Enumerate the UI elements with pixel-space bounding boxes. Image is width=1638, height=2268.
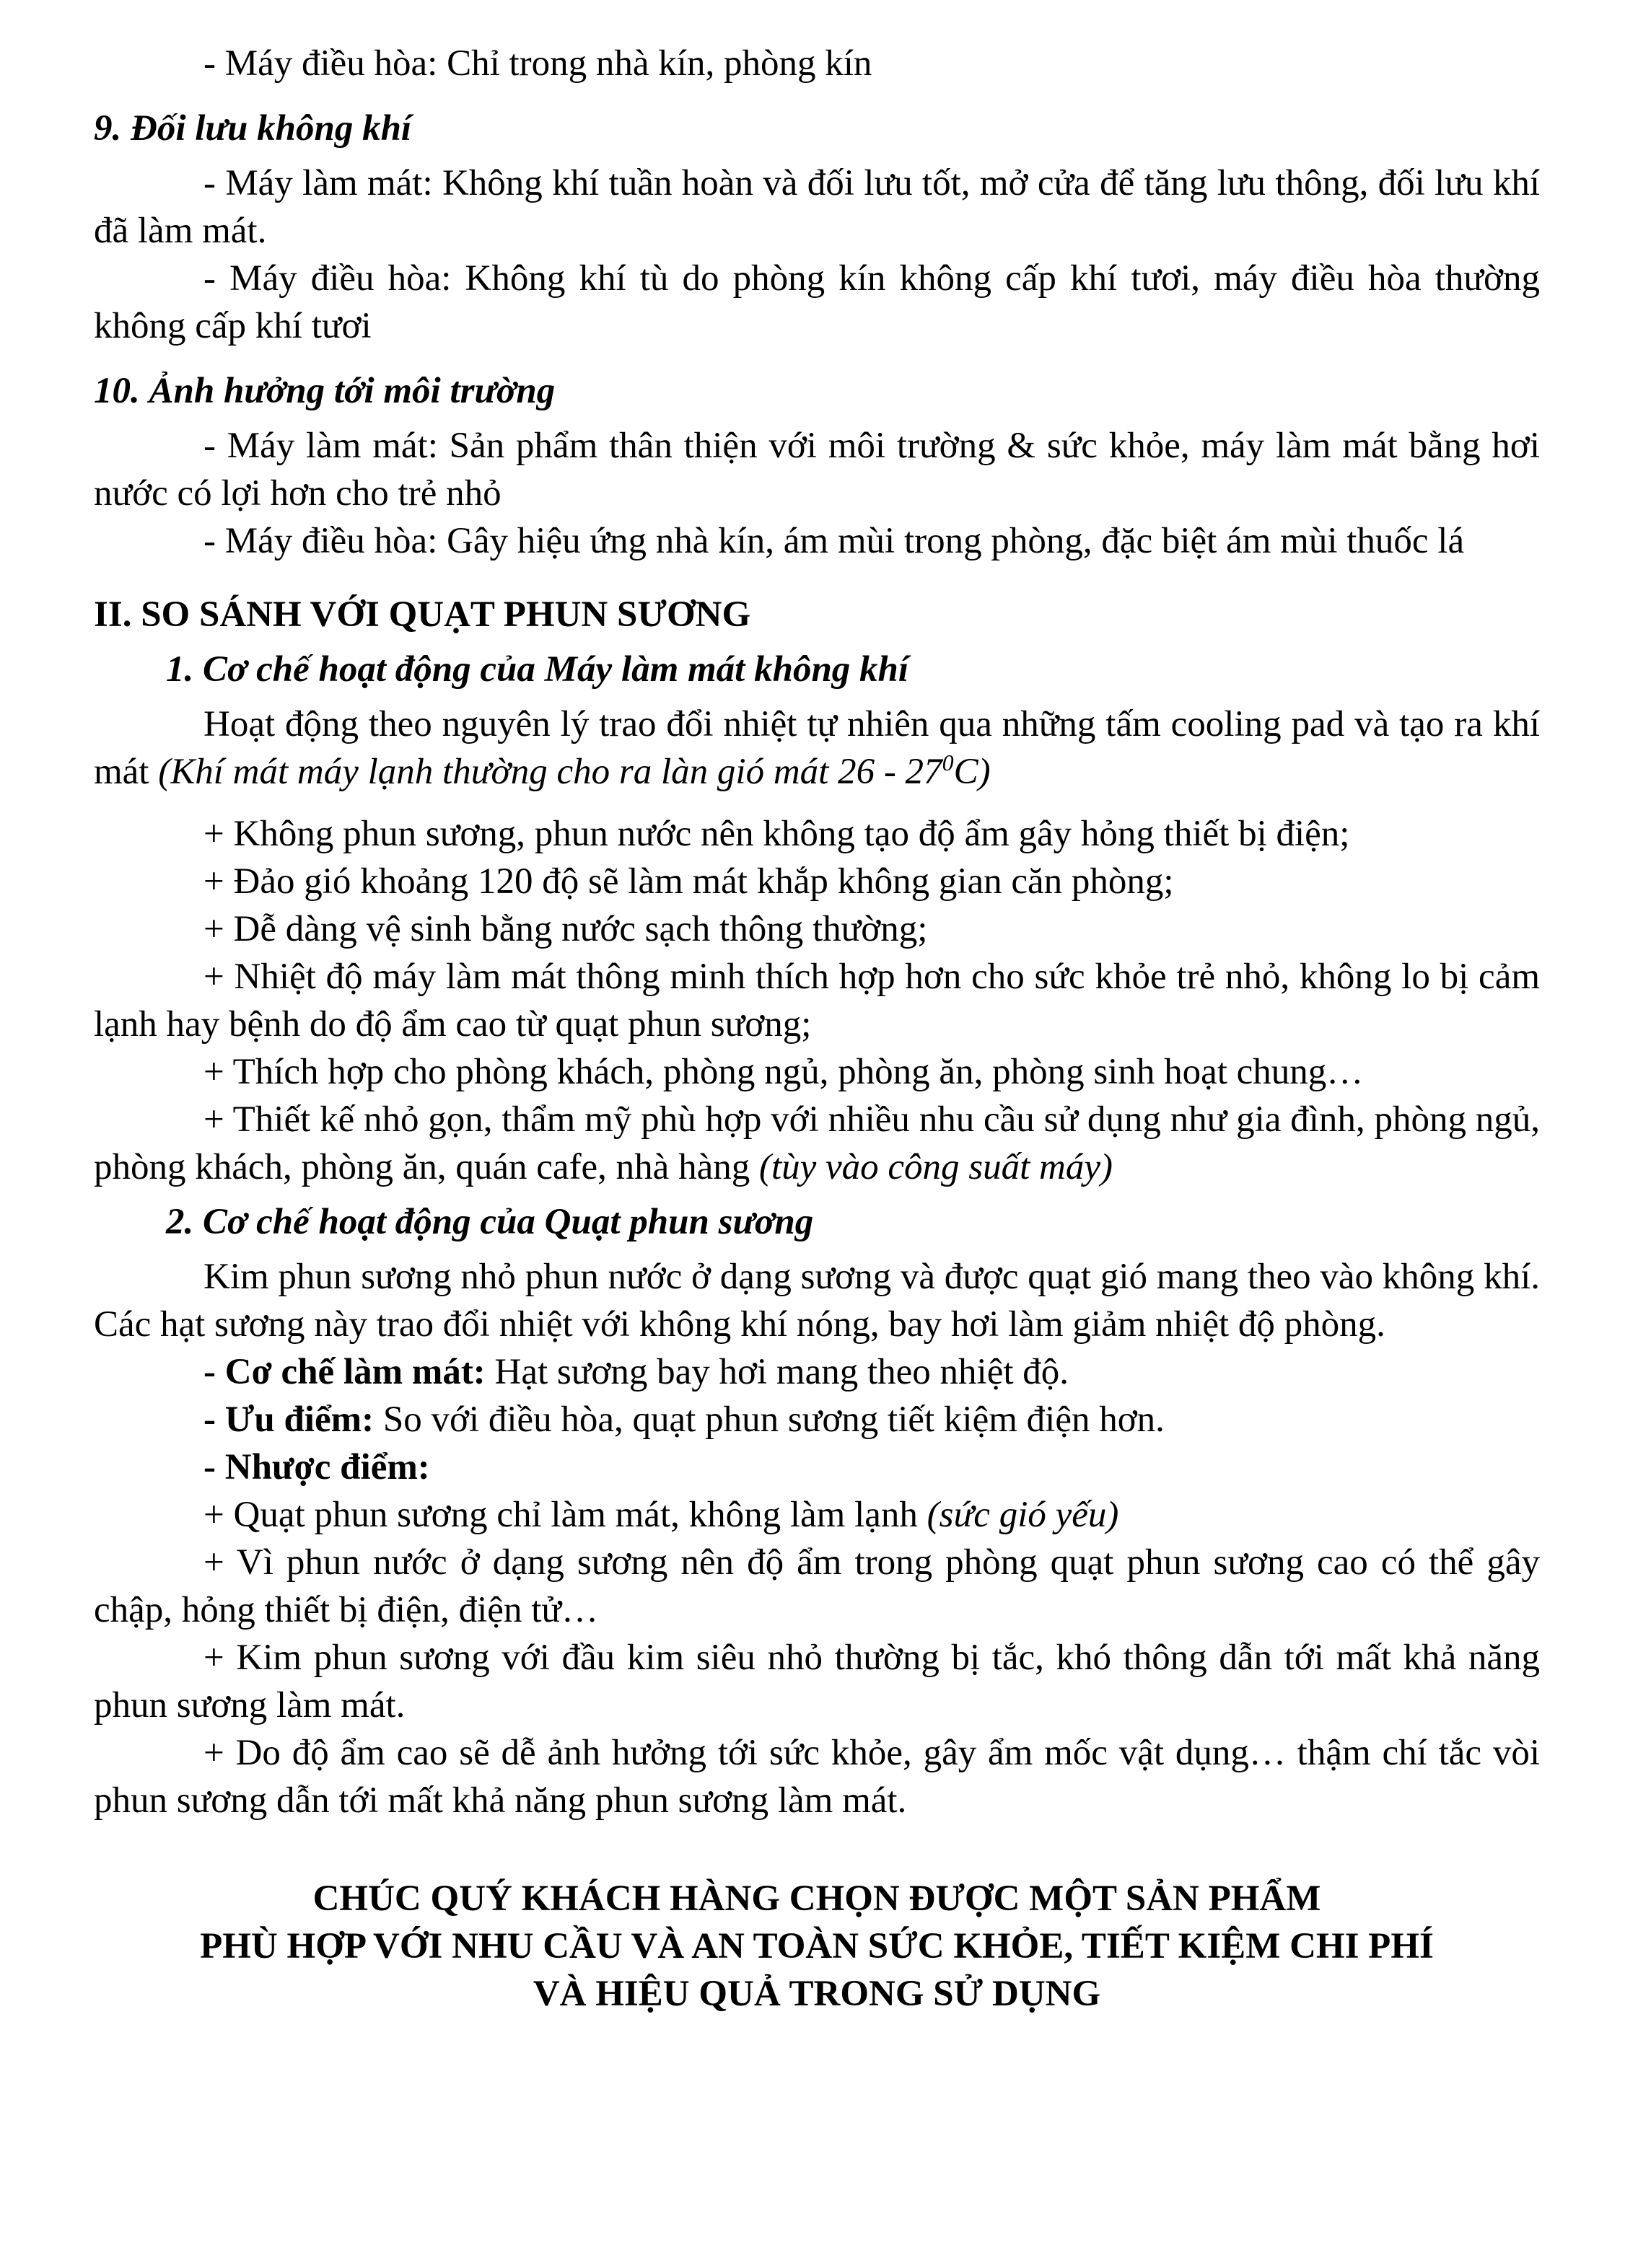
subsection-1-intro-text: Hoạt động theo nguyên lý trao đổi nhiệt tự nhiên qua những tấm cooling pad và tạo ra khí mát bbox=[94, 704, 1540, 792]
disadvantage-1-text: + Quạt phun sương chỉ làm mát, không làm lạnh bbox=[203, 1495, 927, 1535]
advantage-label: - Ưu điểm: bbox=[203, 1399, 375, 1440]
disadvantage-2: + Vì phun nước ở dạng sương nên độ ẩm trong phòng quạt phun sương cao có thể gây chập, hỏng thiết bị điện, điện tử… bbox=[94, 1542, 1540, 1630]
bullet-5: + Thích hợp cho phòng khách, phòng ngủ, phòng ăn, phòng sinh hoạt chung… bbox=[203, 1052, 1364, 1092]
section-10-heading: 10. Ảnh hưởng tới môi trường bbox=[94, 371, 556, 411]
bullet-1: + Không phun sương, phun nước nên không tạo độ ẩm gây hỏng thiết bị điện; bbox=[203, 814, 1350, 854]
section-9-heading: 9. Đối lưu không khí bbox=[94, 108, 412, 149]
advantage-text: So với điều hòa, quạt phun sương tiết kiệm điện hơn. bbox=[374, 1399, 1165, 1440]
ac-location-line: - Máy điều hòa: Chỉ trong nhà kín, phòng kín bbox=[203, 43, 872, 84]
bullet-6-note: (tùy vào công suất máy) bbox=[758, 1147, 1113, 1187]
degree-superscript: 0 bbox=[942, 750, 954, 775]
section-10-cooler-paragraph: - Máy làm mát: Sản phẩm thân thiện với môi trường & sức khỏe, máy làm mát bằng hơi nước có lợi hơn cho trẻ nhỏ bbox=[94, 426, 1540, 514]
subsection-2-intro: Kim phun sương nhỏ phun nước ở dạng sương và được quạt gió mang theo vào không khí. Các hạt sương này trao đổi nhiệt với không khí nóng, bay hơi làm giảm nhiệt độ phòng. bbox=[94, 1257, 1540, 1345]
disadvantage-1-note: (sức gió yếu) bbox=[927, 1495, 1119, 1535]
subsection-1-intro-note bbox=[158, 752, 990, 792]
bullet-4: + Nhiệt độ máy làm mát thông minh thích hợp hơn cho sức khỏe trẻ nhỏ, không lo bị cảm lạnh hay bệnh do độ ẩm cao từ quạt phun sương; bbox=[94, 957, 1540, 1045]
section-9-cooler-paragraph: - Máy làm mát: Không khí tuần hoàn và đối lưu tốt, mở cửa để tăng lưu thông, đối lưu khí đã làm mát. bbox=[94, 163, 1540, 251]
subsection-2-heading: 2. Cơ chế hoạt động của Quạt phun sương bbox=[166, 1202, 814, 1242]
intro-note-part-a: (Khí mát máy lạnh thường cho ra làn gió mát 26 - 27 bbox=[158, 752, 942, 792]
section-9-ac-paragraph: - Máy điều hòa: Không khí tù do phòng kín không cấp khí tươi, máy điều hòa thường không cấp khí tươi bbox=[94, 258, 1540, 346]
closing-message bbox=[94, 1875, 1540, 2018]
intro-note-part-b: C) bbox=[953, 752, 991, 792]
bullet-6 bbox=[94, 1096, 1540, 1191]
disadvantage-1 bbox=[94, 1491, 1540, 1539]
bullet-6-text: + Thiết kế nhỏ gọn, thẩm mỹ phù hợp với nhiều nhu cầu sử dụng như gia đình, phòng ngủ, phòng khách, phòng ăn, quán cafe, nhà hàng bbox=[94, 1099, 1540, 1187]
part-2-heading: II. SO SÁNH VỚI QUẠT PHUN SƯƠNG bbox=[94, 594, 751, 635]
advantage-line bbox=[94, 1396, 1540, 1443]
closing-line-2: PHÙ HỢP VỚI NHU CẦU VÀ AN TOÀN SỨC KHỎE, TIẾT KIỆM CHI PHÍ bbox=[200, 1926, 1434, 1966]
bullet-3: + Dễ dàng vệ sinh bằng nước sạch thông thường; bbox=[203, 909, 928, 949]
subsection-1-intro bbox=[94, 700, 1540, 796]
mechanism-line bbox=[94, 1348, 1540, 1396]
closing-line-1: CHÚC QUÝ KHÁCH HÀNG CHỌN ĐƯỢC MỘT SẢN PHẨM bbox=[312, 1878, 1321, 1919]
disadvantage-3: + Kim phun sương với đầu kim siêu nhỏ thường bị tắc, khó thông dẫn tới mất khả năng phun sương làm mát. bbox=[94, 1638, 1540, 1726]
closing-line-3: VÀ HIỆU QUẢ TRONG SỬ DỤNG bbox=[533, 1974, 1101, 2014]
disadvantage-4: + Do độ ẩm cao sẽ dễ ảnh hưởng tới sức khỏe, gây ẩm mốc vật dụng… thậm chí tắc vòi phun sương dẫn tới mất khả năng phun sương làm mát. bbox=[94, 1733, 1540, 1821]
disadvantage-label: - Nhược điểm: bbox=[203, 1447, 430, 1487]
section-10-ac-paragraph: - Máy điều hòa: Gây hiệu ứng nhà kín, ám mùi trong phòng, đặc biệt ám mùi thuốc lá bbox=[203, 521, 1465, 561]
document-page bbox=[94, 40, 1540, 2018]
mechanism-text: Hạt sương bay hơi mang theo nhiệt độ. bbox=[485, 1352, 1069, 1392]
mechanism-label: - Cơ chế làm mát: bbox=[203, 1352, 486, 1392]
subsection-1-heading: 1. Cơ chế hoạt động của Máy làm mát không khí bbox=[166, 649, 909, 690]
bullet-2: + Đảo gió khoảng 120 độ sẽ làm mát khắp không gian căn phòng; bbox=[203, 861, 1174, 902]
